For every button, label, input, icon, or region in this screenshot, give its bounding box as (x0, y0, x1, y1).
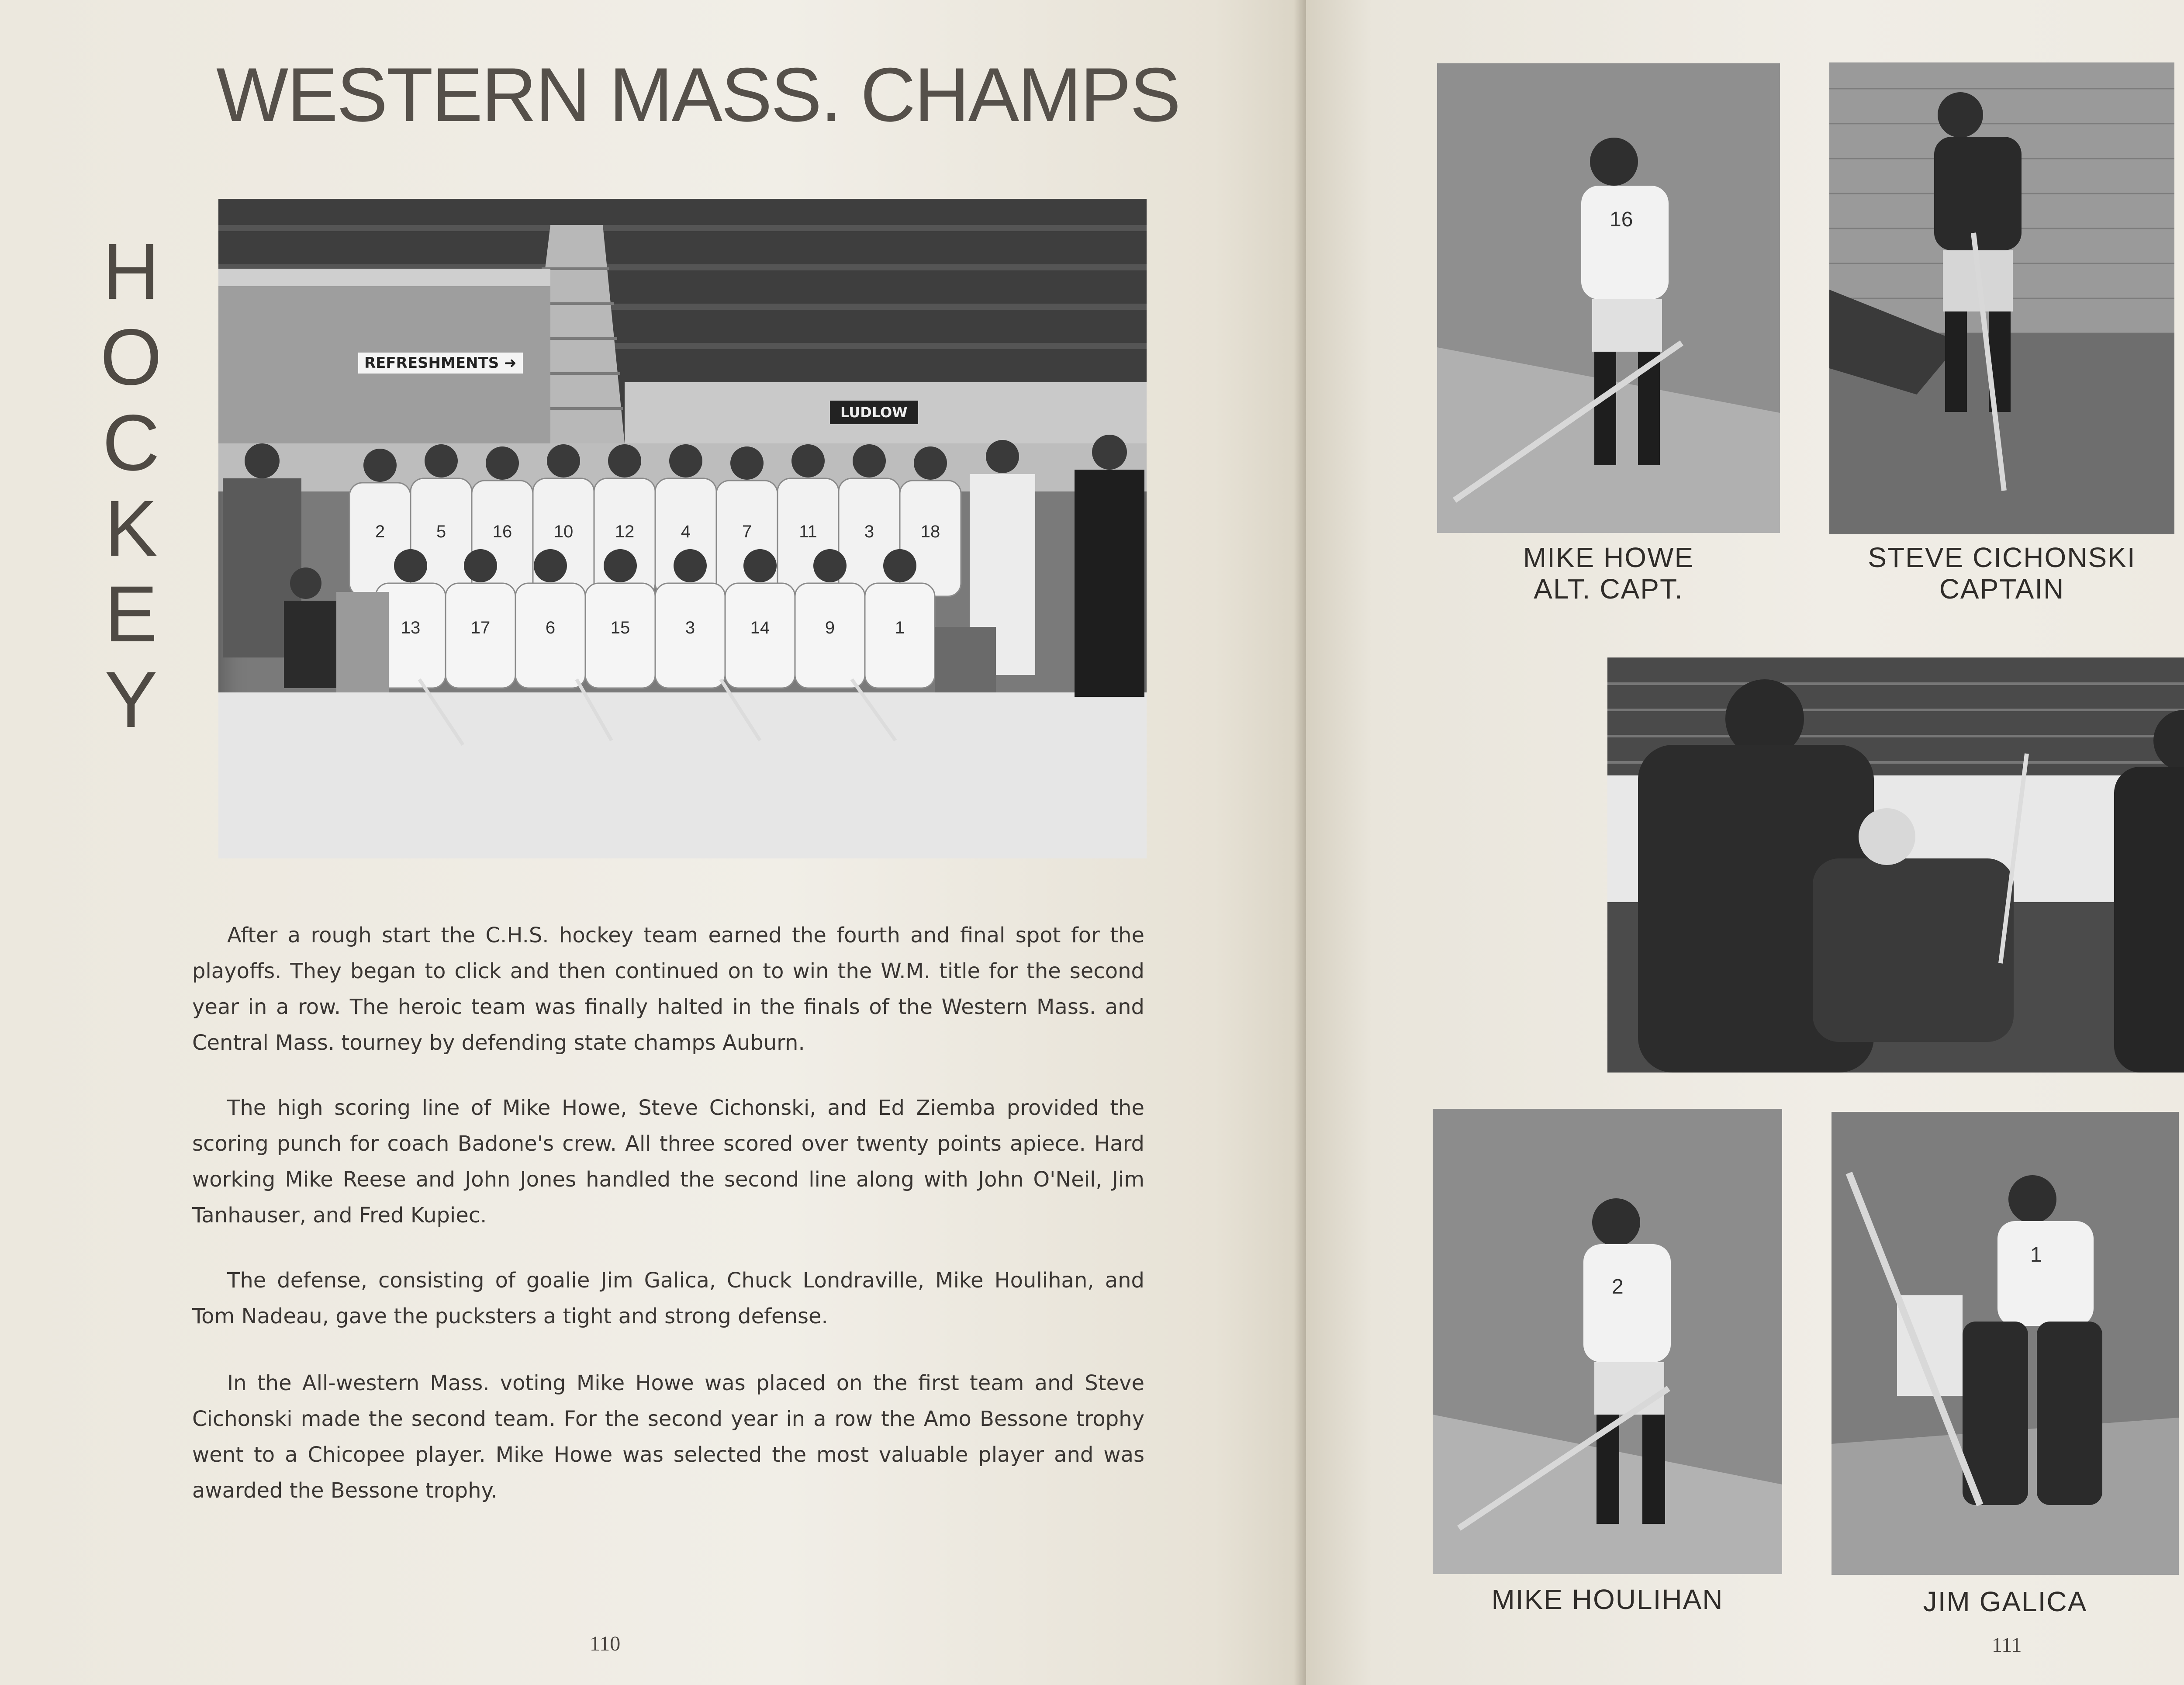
article-paragraph: In the All-western Mass. voting Mike Howe was placed on the first team and Steve Cichonski made the second team. For the second year in a row the Amo Bessone trophy went to a Chicopee player. Mike Howe was selected the most valuable player and was awarded the Bessone trophy. (192, 1371, 1144, 1503)
player-name: MIKE HOWE (1523, 542, 1694, 573)
jersey-number: 2 (375, 522, 385, 541)
jersey-number: 18 (920, 522, 940, 541)
jersey-number: 6 (545, 618, 556, 637)
player-photo-mike-howe (1437, 63, 1780, 533)
section-letter: O (100, 312, 162, 401)
player-illustration (1832, 1112, 2179, 1575)
jersey-number: 5 (436, 522, 446, 541)
jersey-number: 17 (470, 618, 491, 637)
jersey-number: 11 (799, 522, 817, 541)
bench-photo (1607, 657, 2184, 1073)
player-illustration (1829, 62, 2174, 534)
article-paragraph: The defense, consisting of goalie Jim Galica, Chuck Londraville, Mike Houlihan, and Tom Nadeau, gave the pucksters a tight and strong defense. (192, 1268, 1144, 1329)
bench-illustration (1607, 657, 2184, 1073)
ludlow-banner: LUDLOW (830, 401, 918, 424)
caption-mike-howe (1437, 542, 1780, 605)
section-letter: Y (104, 655, 158, 744)
section-letter: H (102, 227, 160, 316)
jersey-number: 13 (401, 618, 421, 637)
seated-jersey-numbers (376, 618, 935, 644)
section-letter: K (104, 484, 158, 573)
jersey-number: 3 (685, 618, 695, 637)
player-photo-steve-cichonski (1829, 62, 2174, 534)
jersey-number: 4 (681, 522, 691, 541)
standing-jersey-numbers (349, 522, 961, 548)
right-page (1306, 0, 2184, 1685)
section-letter: E (104, 569, 158, 658)
jersey-number: 16 (492, 522, 512, 541)
section-heading-hockey (87, 227, 175, 745)
page-title: WESTERN MASS. CHAMPS (216, 52, 1180, 138)
jersey-number: 7 (742, 522, 752, 541)
player-illustration (1433, 1109, 1782, 1574)
jersey-number: 2 (1612, 1275, 1624, 1298)
player-photo-jim-galica (1832, 1112, 2179, 1575)
caption-mike-houlihan (1433, 1584, 1782, 1615)
jersey-number: 3 (864, 522, 874, 541)
jersey-number: 12 (615, 522, 635, 541)
page-number: 110 (590, 1632, 621, 1655)
team-photo (218, 199, 1147, 858)
jersey-number: 10 (553, 522, 574, 541)
jersey-number: 9 (825, 618, 835, 637)
caption-jim-galica (1832, 1586, 2179, 1617)
player-illustration (1437, 63, 1780, 533)
player-name: MIKE HOULIHAN (1491, 1584, 1724, 1615)
section-letter: C (102, 398, 160, 487)
caption-steve-cichonski (1829, 542, 2174, 605)
jersey-number: 1 (2030, 1243, 2042, 1266)
jersey-number: 15 (610, 618, 630, 637)
jersey-number: 1 (895, 618, 905, 637)
article-paragraph: The high scoring line of Mike Howe, Steve Cichonski, and Ed Ziemba provided the scoring punch for coach Badone's crew. All three scored over twenty points apiece. Hard working Mike Reese and John Jones handled the second line along with John O'Neil, Jim Tanhauser, and Fred Kupiec. (192, 1096, 1144, 1228)
page-number: 111 (1992, 1633, 2022, 1657)
player-name: STEVE CICHONSKI (1868, 542, 2136, 573)
article-paragraph: After a rough start the C.H.S. hockey team earned the fourth and final spot for the playoffs. They began to click and then continued on to win the W.M. title for the second year in a row. The heroic team was finally halted in the finals of the Western Mass. and Central Mass. tourney by defending state champs Auburn. (192, 923, 1144, 1055)
player-photo-mike-houlihan (1433, 1109, 1782, 1574)
player-name: JIM GALICA (1923, 1586, 2087, 1617)
player-role: ALT. CAPT. (1534, 573, 1683, 605)
player-role: CAPTAIN (1939, 573, 2065, 605)
refreshments-sign: REFRESHMENTS ➜ (358, 353, 523, 374)
jersey-number: 14 (750, 618, 770, 637)
jersey-number: 16 (1610, 208, 1633, 231)
